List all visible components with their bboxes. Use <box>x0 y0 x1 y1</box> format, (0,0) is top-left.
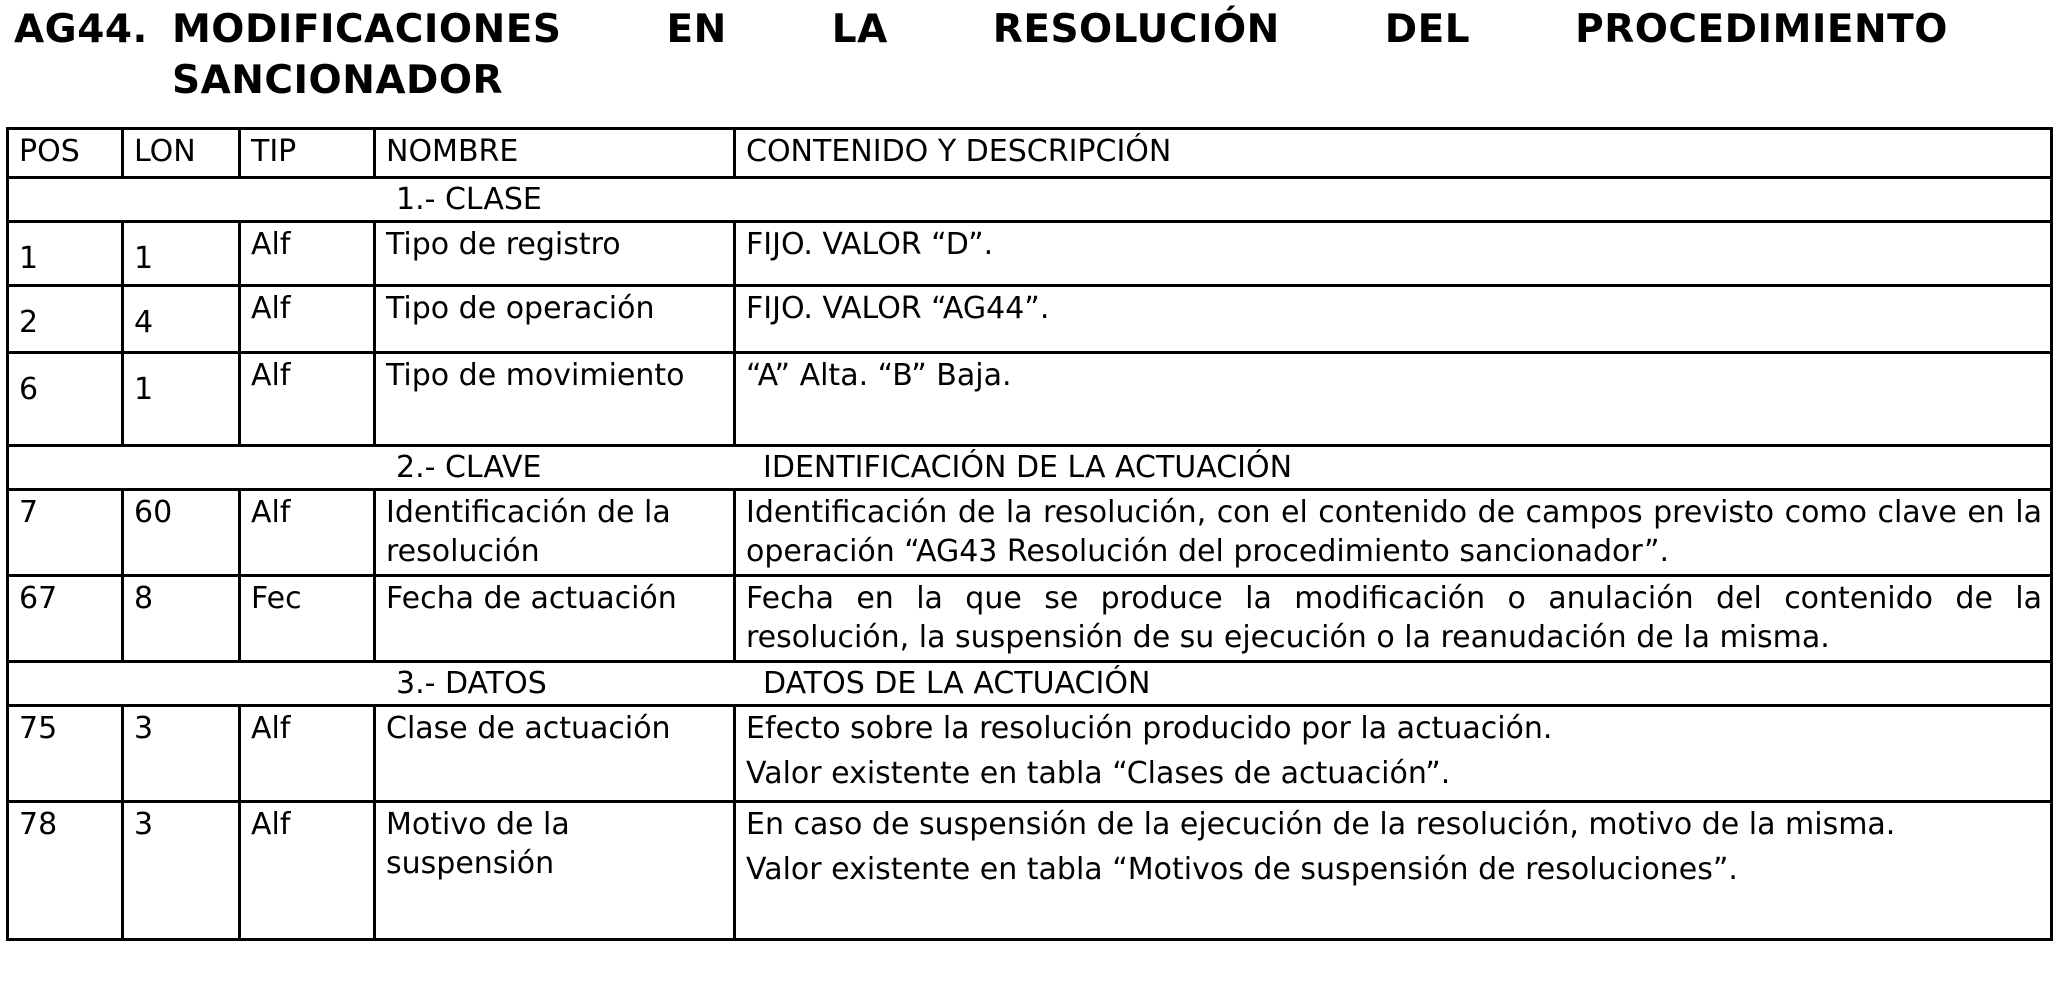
cell-desc <box>735 576 2052 662</box>
cell-pos: 1 <box>8 222 123 286</box>
cell-desc <box>735 353 2052 446</box>
desc-line: Fecha en la que se produce la modificación o anulación del contenido de la resolución, la suspensión de su ejecución o la reanudación de la misma. <box>746 581 2042 655</box>
desc-line: FIJO. VALOR “AG44”. <box>746 291 1050 326</box>
table-row <box>8 802 2052 940</box>
section-name: 3.- DATOS <box>396 666 547 701</box>
title-code: AG44. <box>14 7 148 52</box>
cell-tip: Alf <box>240 286 375 353</box>
section-row-clave <box>8 446 2052 490</box>
cell-nombre: Motivo de la suspensión <box>375 802 735 940</box>
cell-pos: 78 <box>8 802 123 940</box>
cell-lon: 60 <box>123 490 240 576</box>
cell-pos: 75 <box>8 706 123 802</box>
cell-lon: 1 <box>123 353 240 446</box>
title-word: DEL <box>1384 7 1471 52</box>
cell-tip: Alf <box>240 802 375 940</box>
table-row <box>8 222 2052 286</box>
cell-pos: 6 <box>8 353 123 446</box>
title-word: RESOLUCIÓN <box>992 7 1280 52</box>
record-layout-table <box>6 127 2053 941</box>
cell-pos: 67 <box>8 576 123 662</box>
cell-nombre: Clase de actuación <box>375 706 735 802</box>
title-word: MODIFICACIONES <box>172 7 562 52</box>
table-row <box>8 490 2052 576</box>
title-line-1 <box>172 4 1948 56</box>
cell-desc <box>735 286 2052 353</box>
desc-line: “A” Alta. “B” Baja. <box>746 358 1012 393</box>
cell-nombre: Identificación de la resolución <box>375 490 735 576</box>
cell-pos: 7 <box>8 490 123 576</box>
header-lon: LON <box>123 129 240 178</box>
cell-lon: 8 <box>123 576 240 662</box>
title-word: PROCEDIMIENTO <box>1575 7 1948 52</box>
desc-line: Valor existente en tabla “Motivos de suspensión de resoluciones”. <box>746 852 1738 887</box>
section-desc: IDENTIFICACIÓN DE LA ACTUACIÓN <box>763 450 1293 485</box>
cell-pos: 2 <box>8 286 123 353</box>
cell-tip: Alf <box>240 222 375 286</box>
cell-desc <box>735 222 2052 286</box>
desc-line: Identificación de la resolución, con el contenido de campos previsto como clave en la operación “AG43 Resolución del procedimiento sancionador”. <box>746 495 2042 569</box>
cell-desc <box>735 490 2052 576</box>
table-row <box>8 706 2052 802</box>
cell-desc <box>735 802 2052 940</box>
section-name: 1.- CLASE <box>396 182 542 217</box>
cell-nombre: Fecha de actuación <box>375 576 735 662</box>
cell-lon: 3 <box>123 802 240 940</box>
cell-nombre: Tipo de movimiento <box>375 353 735 446</box>
table-row <box>8 353 2052 446</box>
cell-lon: 1 <box>123 222 240 286</box>
cell-nombre: Tipo de registro <box>375 222 735 286</box>
cell-tip: Alf <box>240 353 375 446</box>
cell-lon: 3 <box>123 706 240 802</box>
header-tip: TIP <box>240 129 375 178</box>
cell-tip: Fec <box>240 576 375 662</box>
title-line-2: SANCIONADOR <box>172 58 504 103</box>
header-nombre: NOMBRE <box>375 129 735 178</box>
desc-line: En caso de suspensión de la ejecución de la resolución, motivo de la misma. <box>746 807 1896 842</box>
header-contenido: CONTENIDO Y DESCRIPCIÓN <box>735 129 2052 178</box>
section-name: 2.- CLAVE <box>396 450 542 485</box>
desc-line: FIJO. VALOR “D”. <box>746 227 994 262</box>
cell-desc <box>735 706 2052 802</box>
header-pos: POS <box>8 129 123 178</box>
section-desc: DATOS DE LA ACTUACIÓN <box>763 666 1151 701</box>
cell-tip: Alf <box>240 706 375 802</box>
title-word: LA <box>831 7 888 52</box>
section-row-clase <box>8 178 2052 222</box>
cell-lon: 4 <box>123 286 240 353</box>
desc-line: Efecto sobre la resolución producido por la actuación. <box>746 711 1553 746</box>
table-row <box>8 576 2052 662</box>
section-row-datos <box>8 662 2052 706</box>
table-header-row <box>8 129 2052 178</box>
cell-tip: Alf <box>240 490 375 576</box>
table-row <box>8 286 2052 353</box>
cell-nombre: Tipo de operación <box>375 286 735 353</box>
title-word: EN <box>666 7 727 52</box>
desc-line: Valor existente en tabla “Clases de actuación”. <box>746 756 1451 791</box>
